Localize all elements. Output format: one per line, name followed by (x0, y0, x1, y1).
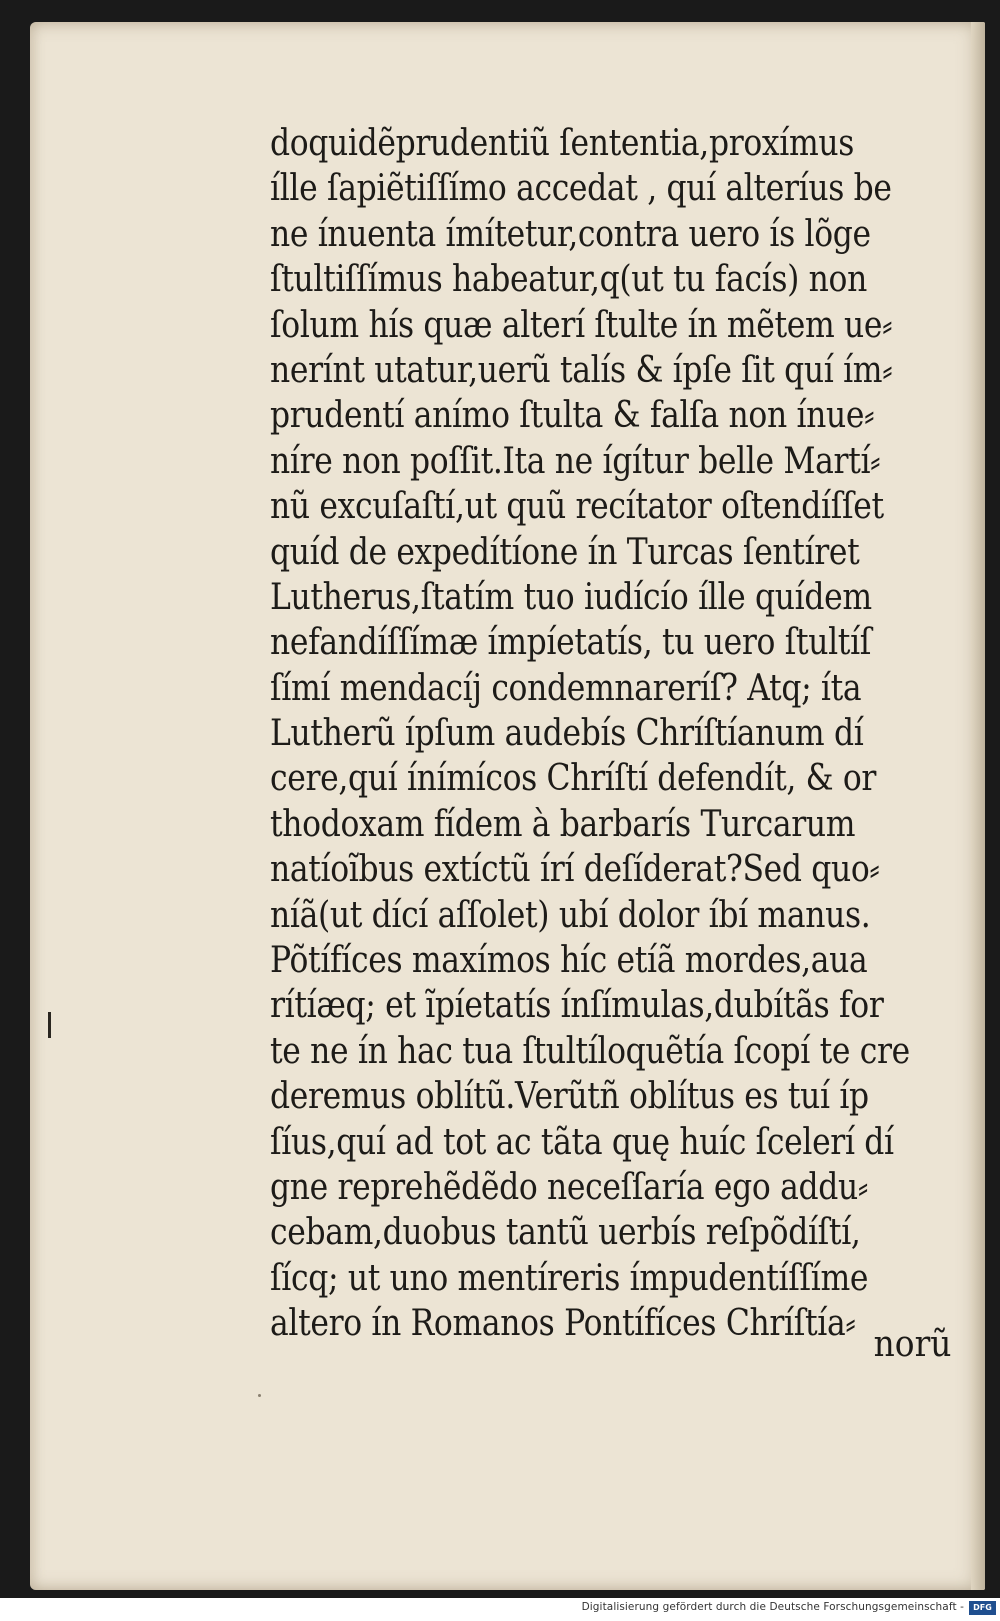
footer-bar (0, 1598, 1000, 1621)
text-line: Põtífíces maxímos híc etíã mordes,aua (270, 938, 868, 982)
text-line: nefandíſſímæ ímpíetatís, tu uero ſtultíſ (270, 620, 872, 664)
text-line: ſícq; ut uno mentíreris ímpudentíſſíme (270, 1255, 869, 1299)
dfg-logo: DFG (969, 1601, 996, 1615)
text-line: nerínt utatur,uerũ talís & ípſe ſit quí ím⸗ (270, 347, 893, 391)
text-line: Lutherũ ípſum audebís Chríſtíanum dí (270, 711, 864, 755)
text-line: ne ínuenta ímítetur,contra uero ís lõge (270, 211, 871, 255)
text-line: ſolum hís quæ alterí ſtulte ín mẽtem ue⸗ (270, 302, 893, 346)
text-line: thodoxam fídem à barbarís Turcarum (270, 801, 856, 845)
text-line: ſímí mendacíj condemnareríſ? Atq; íta (270, 665, 862, 709)
text-line: quíd de expedítíone ín Turcas ſentíret (270, 529, 860, 573)
text-line: ſíus,quí ad tot ac tãta quę huíc ſcelerí dí (270, 1119, 894, 1163)
text-line: altero ín Romanos Pontífíces Chríſtía⸗ (270, 1301, 856, 1345)
text-line: deremus oblítũ.Verũtñ oblítus es tuí íp (270, 1074, 869, 1118)
text-line: doquidẽprudentiũ ſententia,proxímus (270, 121, 855, 164)
ink-speck (258, 1394, 261, 1397)
margin-mark (48, 1012, 51, 1038)
text-line: nũ excuſaſtí,ut quũ recítator oſtendíſſet (270, 484, 884, 528)
text-line: te ne ín hac tua ſtultíloquẽtía ſcopí te cre (270, 1028, 910, 1072)
text-line: ílle ſapiẽtiſſímo accedat , quí alteríus be (270, 166, 892, 210)
text-line: natíoĩbus extíctũ írí deſíderat?Sed quo⸗ (270, 847, 880, 891)
book-page (30, 22, 985, 1590)
catchword: norũ (873, 1322, 951, 1365)
text-line: ſtultiſſímus habeatur,q(ut tu facís) non (270, 257, 867, 301)
text-line: Lutherus,ſtatím tuo iudícío ílle quídem (270, 574, 872, 618)
digitization-credit: Digitalisierung gefördert durch die Deutsche Forschungsgemeinschaft - (581, 1601, 964, 1613)
text-line: cebam,duobus tantũ uerbís reſpõdíſtí, (270, 1210, 861, 1254)
text-line: níã(ut dící aſſolet) ubí dolor íbí manus. (270, 892, 871, 936)
text-line: gne reprehẽdẽdo neceſſaría ego addu⸗ (270, 1164, 868, 1208)
text-line: prudentí anímo ſtulta & falſa non ínue⸗ (270, 393, 875, 437)
text-line: rítíæq; et ĩpíetatís ínſímulas,dubítãs for (270, 983, 884, 1027)
text-line: níre non poſſit.Ita ne ígítur belle Martí⸗ (270, 438, 881, 482)
text-block (270, 120, 1000, 1346)
text-line: cere,quí ínímícos Chríſtí defendít, & or (270, 756, 877, 800)
